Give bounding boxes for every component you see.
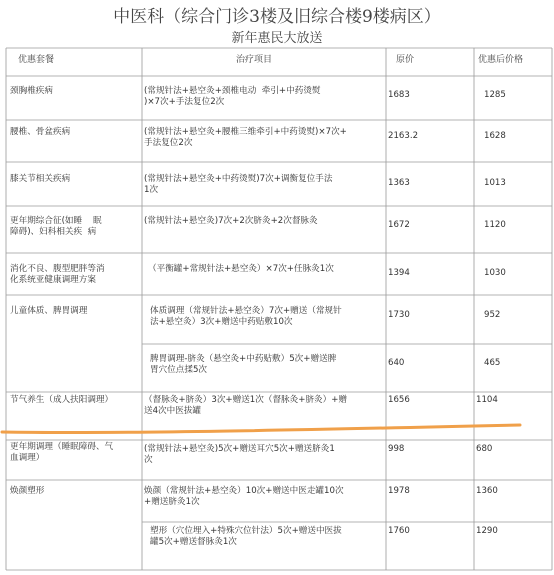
original-price: 640 (388, 358, 405, 368)
discount-price: 1285 (484, 90, 506, 100)
discount-price: 1360 (476, 486, 498, 496)
treatment-item: (常规针法+悬空灸)5次+赠送耳穴5次+赠送脐灸1 次 (144, 444, 335, 465)
discount-price: 1013 (484, 178, 506, 188)
treatment-item: （督脉灸+脐灸）3次+赠送1次（督脉灸+脐灸）+赠 送4次中医拔罐 (144, 395, 348, 416)
package-name: 儿童体质、脾胃调理 (10, 306, 88, 316)
discount-price: 465 (484, 358, 501, 368)
discount-price: 1030 (484, 268, 506, 278)
package-name: 焕颜塑形 (10, 486, 45, 496)
treatment-item: (常规针法+悬空灸)7次+2次脐灸+2次督脉灸 (144, 216, 318, 226)
original-price: 998 (388, 444, 405, 454)
treatment-item: (常规针法+悬空灸+中药烫熨)7次+调衡复位手法 1次 (144, 174, 333, 195)
discount-price: 952 (484, 310, 501, 320)
page-subtitle: 新年惠民大放送 (231, 31, 323, 46)
original-price: 1672 (388, 220, 410, 230)
package-name: 膝关节相关疾病 (10, 174, 71, 184)
treatment-item: （平衡罐+常规针法+悬空灸）×7次+任脉灸1次 (148, 264, 334, 274)
package-name: 更年期综合征(如睡 眠 障碍)、妇科相关疾 病 (10, 216, 102, 237)
package-name: 节气养生（成人扶阳调理） (10, 395, 114, 405)
treatment-item: 焕颜（常规针法+悬空灸）10次+赠送中医走罐10次 +赠送脐灸1次 (144, 486, 344, 507)
discount-price: 1120 (484, 220, 506, 230)
package-name: 腰椎、骨盆疾病 (10, 127, 71, 137)
treatment-item: 脾胃调理-脐灸（悬空灸+中药贴敷）5次+赠送脾 胃穴位点揉5次 (150, 354, 337, 375)
original-price: 1394 (388, 268, 410, 278)
package-name: 颈胸椎疾病 (10, 86, 53, 96)
original-price: 1363 (388, 178, 410, 188)
original-price: 1730 (388, 310, 410, 320)
package-name: 更年期调理（睡眠障碍、气 血调理） (10, 442, 114, 463)
original-price: 1656 (388, 395, 410, 405)
discount-price: 680 (476, 444, 493, 454)
column-header: 原价 (396, 55, 415, 65)
treatment-item: (常规针法+悬空灸+腰椎三维牵引+中药烫熨)×7次+ 手法复位2次 (144, 127, 347, 148)
original-price: 1683 (388, 90, 410, 100)
treatment-item: (常规针法+悬空灸+颈椎电动 牵引+中药烫熨 )×7次+手法复位2次 (144, 86, 321, 107)
treatment-item: 体质调理（常规针法+悬空灸）7次+赠送（常规针 法+悬空灸）3次+赠送中药贴敷10次 (150, 306, 342, 327)
column-header: 优惠套餐 (18, 55, 55, 65)
page-title: 中医科（综合门诊3楼及旧综合楼9楼病区） (113, 7, 441, 27)
discount-price: 1628 (484, 131, 506, 141)
column-header: 治疗项目 (236, 55, 273, 65)
original-price: 2163.2 (388, 131, 419, 141)
package-name: 消化不良、腹型肥胖等消 化系统亚健康调理方案 (10, 264, 105, 285)
original-price: 1978 (388, 486, 410, 496)
treatment-item: 塑形（穴位埋入+特殊穴位针法）5次+赠送中医拔 罐5次+赠送督脉灸1次 (150, 526, 342, 547)
discount-price: 1290 (476, 526, 498, 536)
column-header: 优惠后价格 (478, 55, 524, 65)
discount-price: 1104 (476, 395, 498, 405)
original-price: 1760 (388, 526, 410, 536)
